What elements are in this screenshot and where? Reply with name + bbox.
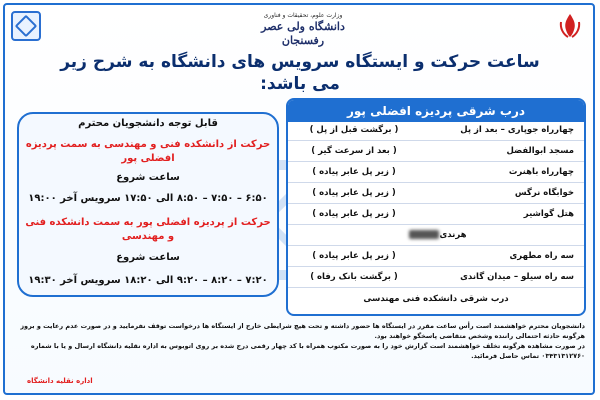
stop-row xyxy=(288,166,584,183)
iran-emblem-icon xyxy=(557,12,583,40)
stop-note: ( برگشت بانک رفاه ) xyxy=(310,272,398,282)
stop-note: ( زیر پل عابر پیاده ) xyxy=(312,188,396,198)
route2-times: ۷:۲۰ – ۸:۲۰ – ۹:۲۰ الی ۱۸:۲۰ سرویس آخر ۱۹:۳۰ xyxy=(28,275,268,286)
stop-row xyxy=(288,250,584,267)
stop-note: ( بعد از سرعت گیر ) xyxy=(311,146,397,156)
university-wordmark xyxy=(243,8,363,46)
stop-row xyxy=(288,145,584,162)
footer-line-2: در صورت مشاهده هرگونه تخلف خواهشمند است گزارش خود را به صورت مکتوب همراه با کد چهار رقمی درج شده بر روی اتوبوس به اداره نقلیه دانشگاه ارسال و یا با شماره ۰۳۴۳۱۳۱۲۷۶۰ تماس حاصل فرمائید. xyxy=(30,342,585,360)
stop-name: مسجد ابوالفضل xyxy=(506,146,574,156)
stop-name: چهارراه جوپاری – بعد از پل xyxy=(460,125,574,135)
stop-note: ( زیر پل عابر پیاده ) xyxy=(312,209,396,219)
stop-row xyxy=(288,208,584,225)
route1-start-label: ساعت شروع xyxy=(116,172,180,183)
footer-notes xyxy=(13,321,585,361)
route2-start-label: ساعت شروع xyxy=(116,252,180,263)
ministry-label: وزارت علوم، تحقیقات و فناوری xyxy=(263,12,343,19)
stop-row xyxy=(288,124,584,141)
university-logo-icon xyxy=(11,11,41,41)
stop-name: هرندی xyxy=(439,230,467,240)
stop-note: ( زیر پل عابر پیاده ) xyxy=(312,167,396,177)
stop-row xyxy=(288,187,584,204)
route1-title: حرکت از دانشکده فنی و مهندسی به سمت پردیزه افضلی پور xyxy=(25,139,271,164)
notice-sheet xyxy=(3,3,595,395)
stop-row xyxy=(288,271,584,288)
stop-name: چهارراه باهنرت xyxy=(508,167,574,177)
stop-name-redacted xyxy=(288,230,584,240)
stop-row xyxy=(288,229,584,246)
stop-note: ( برگشت قبل از پل ) xyxy=(309,125,399,135)
stops-panel-header: درب شرقی پردیزه افضلی پور xyxy=(288,100,584,122)
university-name: دانشگاه ولی عصر رفسنجان xyxy=(261,20,345,47)
page-title: ساعت حرکت و ایستگاه سرویس های دانشگاه به شرح زیر می باشد: xyxy=(60,52,540,94)
stop-name: سه راه سیلو – میدان گاندی xyxy=(460,272,574,282)
signature: اداره نقلیه دانشگاه xyxy=(27,377,93,385)
stop-row xyxy=(288,293,584,310)
header xyxy=(5,5,593,49)
schedule-panel xyxy=(17,112,279,297)
redaction-mark xyxy=(409,230,439,239)
footer-line-1: دانشجویان محترم خواهشمند است رأس ساعت مقرر در ایستگاه ها حضور داشته و تحت هیچ شرایطی خارج از ایستگاه ها درخواست توقف نفرمایید و در صورت عدم رعایت و بروز هرگونه حادثه احتمالی راننده وشخص متقاضی پاسخگو خواهند بود. xyxy=(20,322,585,340)
route2-title: حرکت از پردیزه افضلی پور به سمت دانشکده فنی و مهندسی xyxy=(25,217,271,242)
notice-heading: قابل توجه دانشجویان محترم xyxy=(78,118,218,129)
stop-name: سه راه مطهری xyxy=(509,251,574,261)
stop-note: ( زیر پل عابر پیاده ) xyxy=(312,251,396,261)
stops-panel xyxy=(286,98,586,316)
stop-name: خوابگاه نرگس xyxy=(514,188,574,198)
stop-name: هتل گواشیر xyxy=(523,209,574,219)
route1-times: ۶:۵۰ – ۷:۵۰ – ۸:۵۰ الی ۱۷:۵۰ سرویس آخر ۱۹:۰۰ xyxy=(28,193,268,204)
stop-name: درب شرقی دانشکده فنی مهندسی xyxy=(363,294,509,304)
